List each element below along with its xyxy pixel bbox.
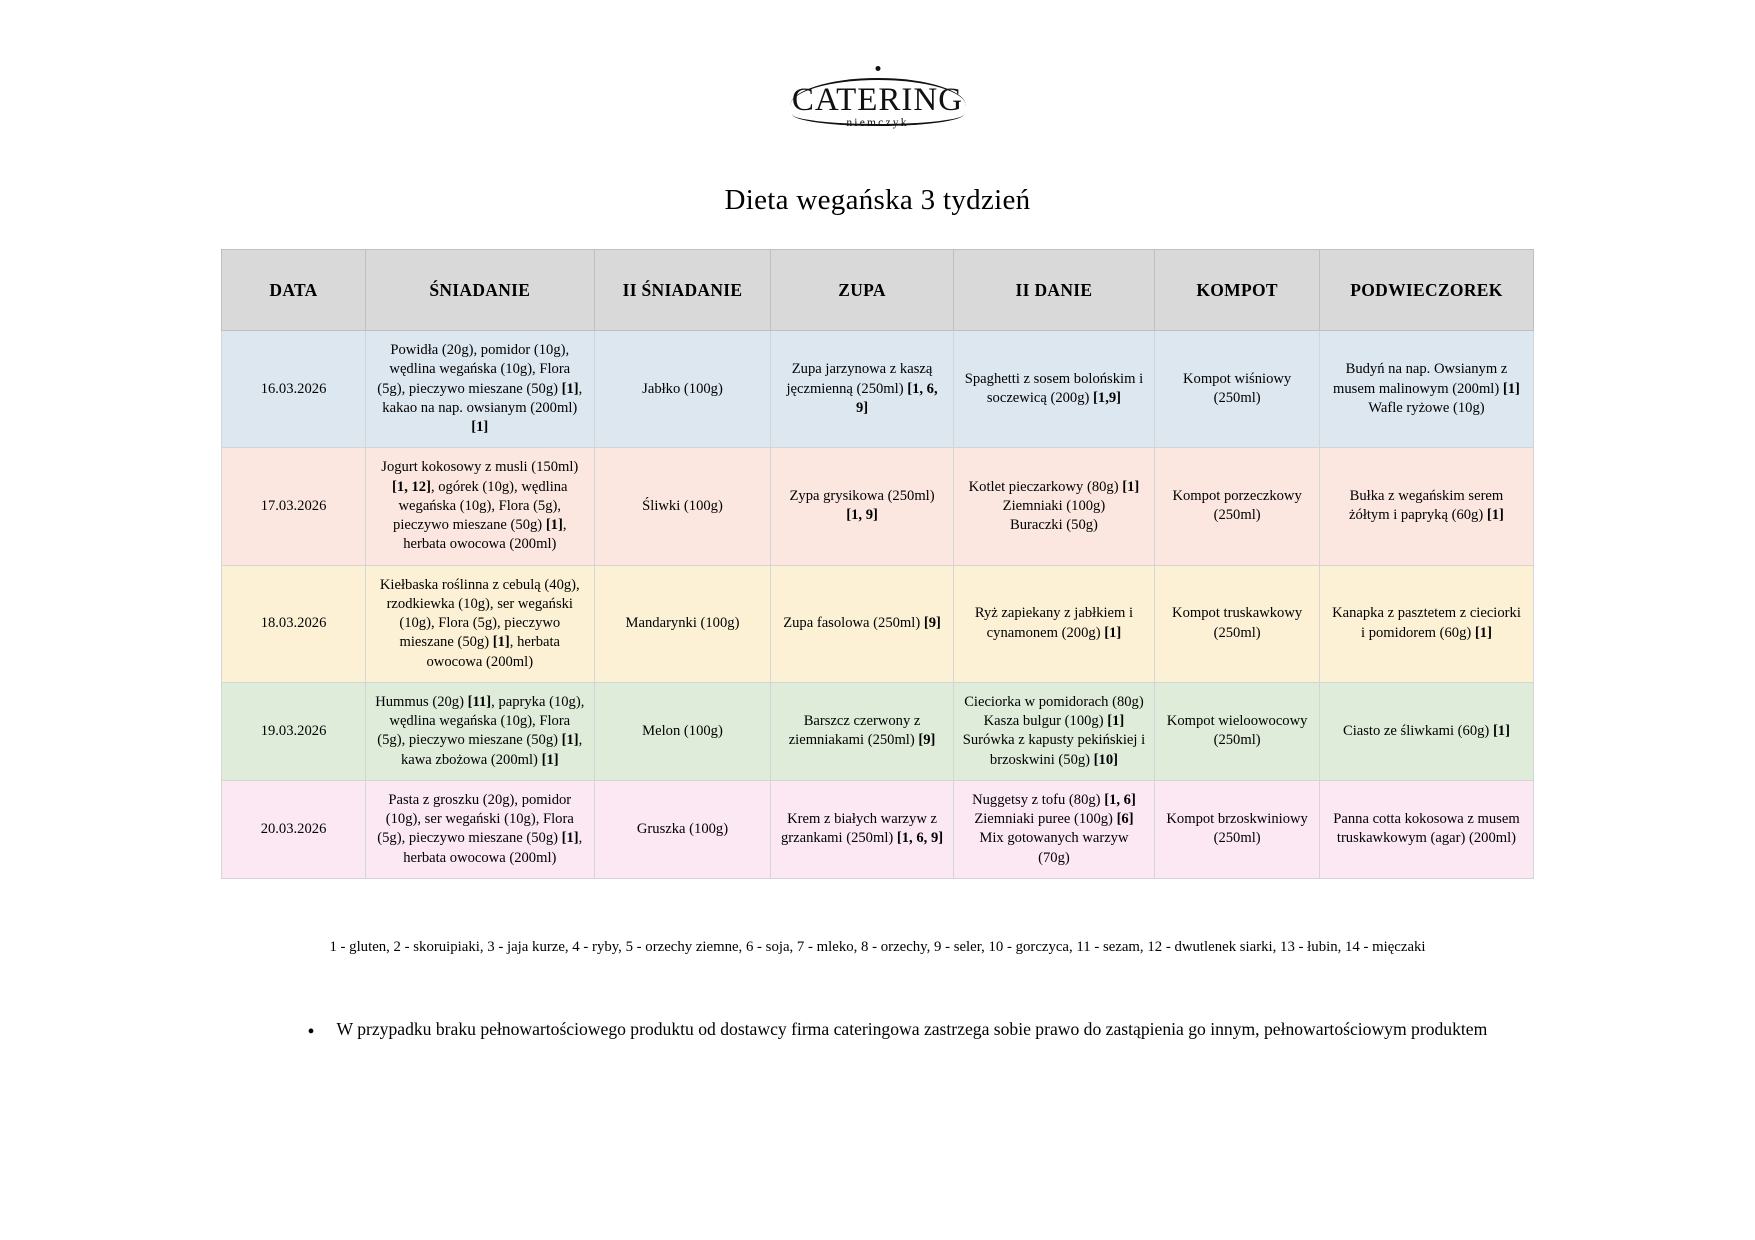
- cell-podwieczorek: Bułka z wegańskim serem żółtym i papryką (60g) [1]: [1319, 448, 1533, 565]
- disclaimer-text: W przypadku braku pełnowartościowego produktu od dostawcy firma cateringowa zastrzega sobie prawo do zastąpienia go innym, pełnowartościowym produktem: [336, 1018, 1488, 1039]
- table-row: [222, 565, 1534, 682]
- cell-ii-sniadanie: Jabłko (100g): [594, 331, 771, 448]
- cell-kompot: Kompot wieloowocowy (250ml): [1155, 682, 1320, 780]
- page-title: Dieta wegańska 3 tydzień: [724, 184, 1031, 216]
- column-header-zupa: ZUPA: [771, 250, 953, 331]
- cell-sniadanie: Jogurt kokosowy z musli (150ml) [1, 12], ogórek (10g), wędlina wegańska (10g), Flora (5g), pieczywo mieszane (50g) [1], herbata owocowa (200ml): [366, 448, 594, 565]
- allergen-legend: 1 - gluten, 2 - skoruipiaki, 3 - jaja kurze, 4 - ryby, 5 - orzechy ziemne, 6 - soja, 7 - mleko, 8 - orzechy, 9 - seler, 10 - gorczyca, 11 - sezam, 12 - dwutlenek siarki, 13 - łubin, 14 - mięczaki: [329, 938, 1426, 955]
- logo-dot-icon: [875, 66, 880, 71]
- bullet-icon: •: [307, 1020, 315, 1043]
- cell-ii-sniadanie: Śliwki (100g): [594, 448, 771, 565]
- cell-ii-danie: Spaghetti z sosem bolońskim i soczewicą (200g) [1,9]: [953, 331, 1155, 448]
- catering-logo: [778, 62, 978, 142]
- cell-date: 20.03.2026: [222, 780, 366, 878]
- cell-zupa: Krem z białych warzyw z grzankami (250ml) [1, 6, 9]: [771, 780, 953, 878]
- cell-kompot: Kompot truskawkowy (250ml): [1155, 565, 1320, 682]
- cell-zupa: Zupa jarzynowa z kaszą jęczmienną (250ml) [1, 6, 9]: [771, 331, 953, 448]
- cell-date: 18.03.2026: [222, 565, 366, 682]
- cell-podwieczorek: Panna cotta kokosowa z musem truskawkowym (agar) (200ml): [1319, 780, 1533, 878]
- column-header-ii-danie: II DANIE: [953, 250, 1155, 331]
- column-header-podwieczorek: PODWIECZOREK: [1319, 250, 1533, 331]
- cell-date: 19.03.2026: [222, 682, 366, 780]
- cell-ii-danie: Kotlet pieczarkowy (80g) [1] Ziemniaki (100g) Buraczki (50g): [953, 448, 1155, 565]
- disclaimer-note: [138, 1018, 1618, 1042]
- cell-ii-danie: Cieciorka w pomidorach (80g) Kasza bulgur (100g) [1] Surówka z kapusty pekińskiej i brzoskwini (50g) [10]: [953, 682, 1155, 780]
- cell-podwieczorek: Budyń na nap. Owsianym z musem malinowym (200ml) [1] Wafle ryżowe (10g): [1319, 331, 1533, 448]
- logo-subtitle-text: niemczyk: [846, 117, 909, 129]
- logo: [0, 0, 1755, 142]
- cell-kompot: Kompot brzoskwiniowy (250ml): [1155, 780, 1320, 878]
- cell-sniadanie: Powidła (20g), pomidor (10g), wędlina wegańska (10g), Flora (5g), pieczywo mieszane (50g) [1], kakao na nap. owsianym (200ml) [1]: [366, 331, 594, 448]
- table-row: [222, 448, 1534, 565]
- cell-kompot: Kompot porzeczkowy (250ml): [1155, 448, 1320, 565]
- menu-table: [221, 249, 1534, 879]
- cell-sniadanie: Kiełbaska roślinna z cebulą (40g), rzodkiewka (10g), ser wegański (10g), Flora (5g), pieczywo mieszane (50g) [1], herbata owocowa (200ml): [366, 565, 594, 682]
- cell-zupa: Barszcz czerwony z ziemniakami (250ml) [9]: [771, 682, 953, 780]
- cell-ii-danie: Ryż zapiekany z jabłkiem i cynamonem (200g) [1]: [953, 565, 1155, 682]
- table-row: [222, 331, 1534, 448]
- cell-date: 16.03.2026: [222, 331, 366, 448]
- column-header-data: DATA: [222, 250, 366, 331]
- cell-sniadanie: Pasta z groszku (20g), pomidor (10g), ser wegański (10g), Flora (5g), pieczywo mieszane (50g) [1], herbata owocowa (200ml): [366, 780, 594, 878]
- cell-podwieczorek: Kanapka z pasztetem z cieciorki i pomidorem (60g) [1]: [1319, 565, 1533, 682]
- cell-ii-sniadanie: Mandarynki (100g): [594, 565, 771, 682]
- cell-podwieczorek: Ciasto ze śliwkami (60g) [1]: [1319, 682, 1533, 780]
- cell-ii-sniadanie: Melon (100g): [594, 682, 771, 780]
- table-header-row: [222, 250, 1534, 331]
- cell-zupa: Zypa grysikowa (250ml) [1, 9]: [771, 448, 953, 565]
- cell-date: 17.03.2026: [222, 448, 366, 565]
- table-row: [222, 780, 1534, 878]
- table-row: [222, 682, 1534, 780]
- column-header-ii-sniadanie: II ŚNIADANIE: [594, 250, 771, 331]
- cell-ii-danie: Nuggetsy z tofu (80g) [1, 6] Ziemniaki puree (100g) [6] Mix gotowanych warzyw (70g): [953, 780, 1155, 878]
- cell-zupa: Zupa fasolowa (250ml) [9]: [771, 565, 953, 682]
- cell-ii-sniadanie: Gruszka (100g): [594, 780, 771, 878]
- cell-kompot: Kompot wiśniowy (250ml): [1155, 331, 1320, 448]
- column-header-sniadanie: ŚNIADANIE: [366, 250, 594, 331]
- logo-brand-text: CATERING: [791, 82, 964, 118]
- column-header-kompot: KOMPOT: [1155, 250, 1320, 331]
- cell-sniadanie: Hummus (20g) [11], papryka (10g), wędlina wegańska (10g), Flora (5g), pieczywo mieszane (50g) [1], kawa zbożowa (200ml) [1]: [366, 682, 594, 780]
- menu-table-wrapper: [221, 249, 1534, 879]
